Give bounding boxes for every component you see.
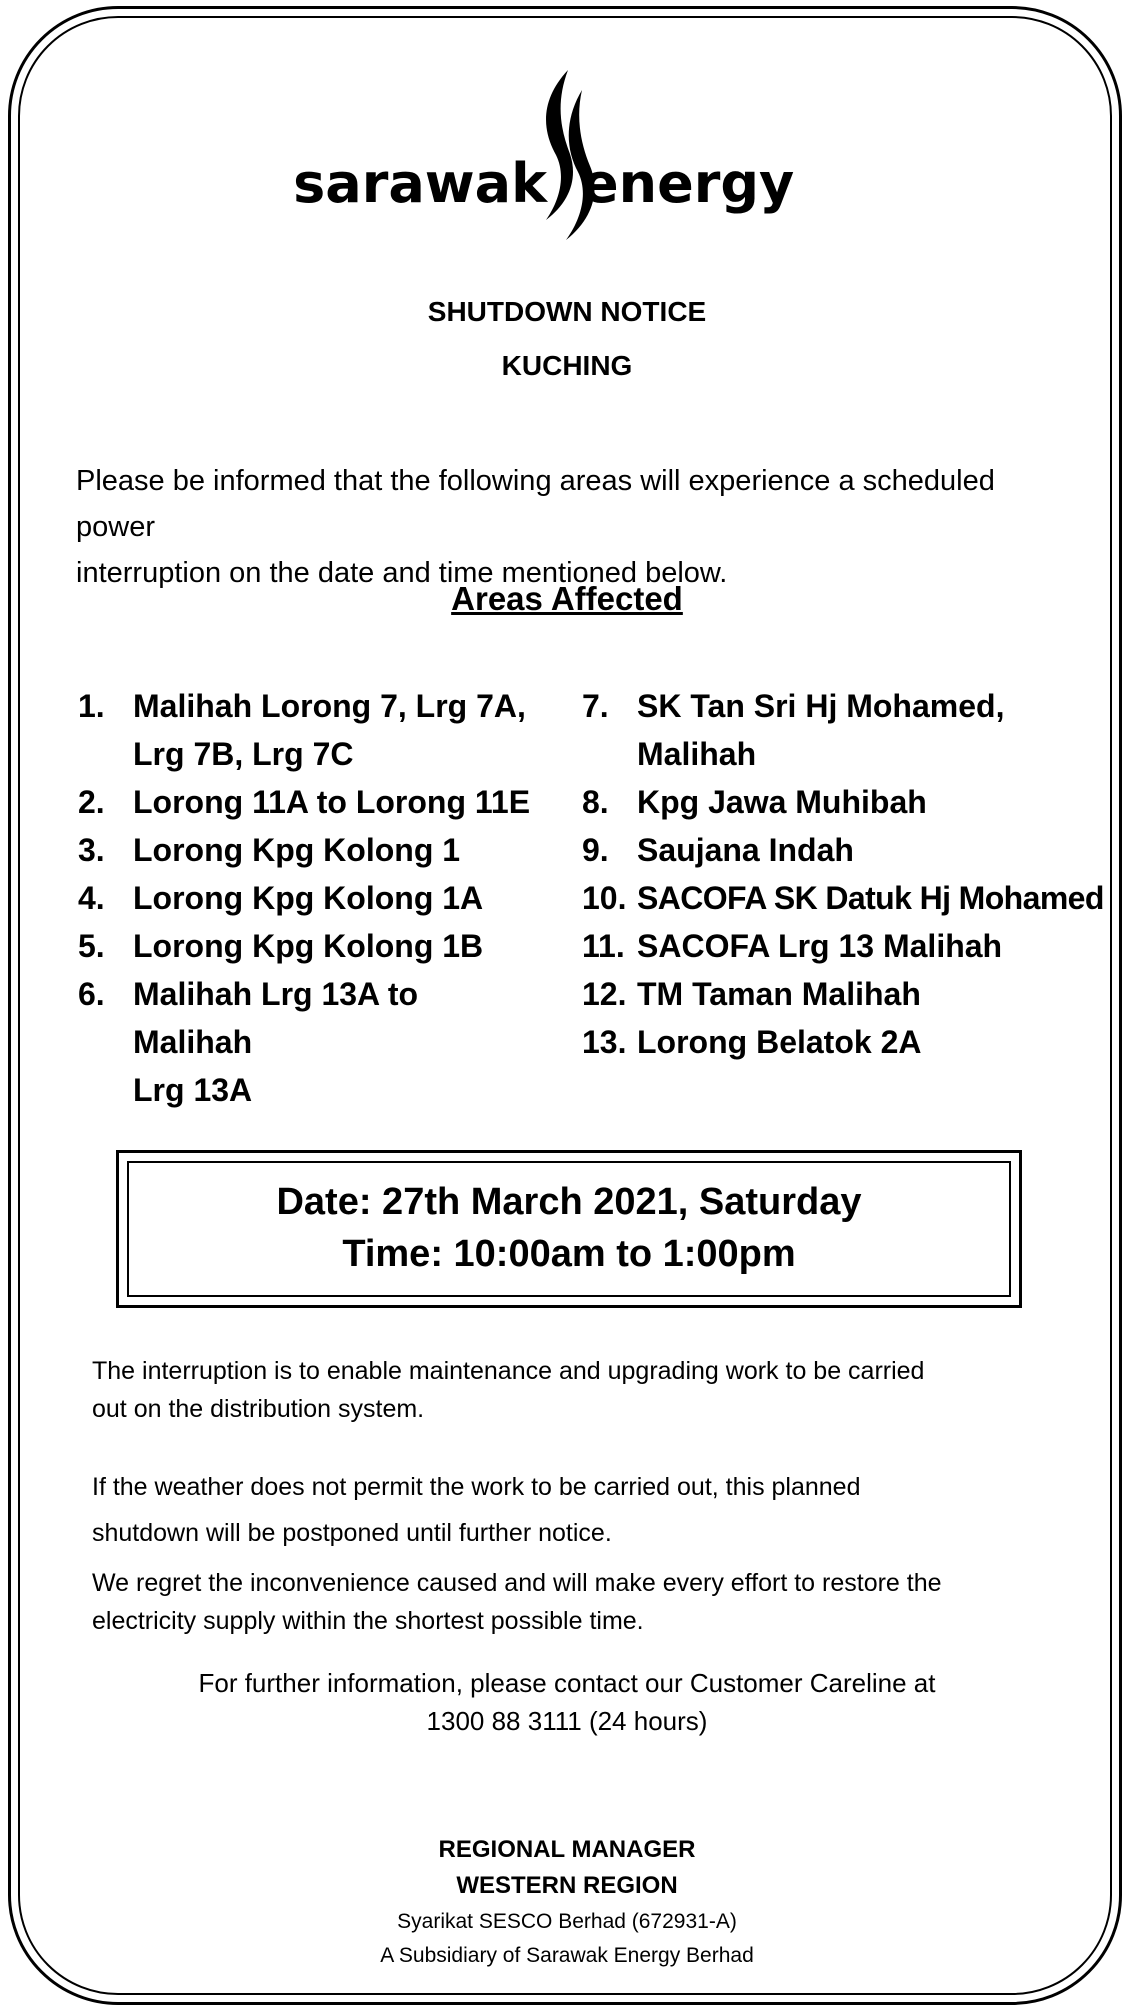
list-item <box>582 826 1082 874</box>
contact-info <box>0 1664 1134 1740</box>
list-item <box>78 922 538 970</box>
logo-word-right: energy <box>582 152 795 215</box>
item-text: SACOFA SK Datuk Hj Mohamed <box>637 880 1104 916</box>
item-number: 4. <box>78 880 105 916</box>
intro-text <box>76 458 1076 596</box>
notice-location: KUCHING <box>501 350 633 381</box>
paragraph-apology <box>92 1564 1062 1640</box>
item-line: Lrg 7B, Lrg 7C <box>133 736 354 772</box>
schedule-box <box>116 1150 1022 1308</box>
item-number: 7. <box>582 688 609 724</box>
item-text: Lorong Kpg Kolong 1A <box>133 880 484 916</box>
item-text <box>133 682 538 778</box>
item-text: Lorong 11A to Lorong 11E <box>133 784 531 820</box>
areas-list-right <box>582 682 1104 1066</box>
contact-line: For further information, please contact our Customer Careline at <box>198 1668 936 1698</box>
item-line: SK Tan Sri Hj Mohamed, <box>637 688 1005 724</box>
paragraph-line: out on the distribution system. <box>92 1395 425 1423</box>
paragraph-line: electricity supply within the shortest possible time. <box>92 1607 644 1635</box>
list-item <box>78 970 538 1114</box>
schedule-date: Date: 27th March 2021, Saturday <box>276 1181 862 1223</box>
item-line: Malihah Lorong 7, Lrg 7A, <box>133 688 526 724</box>
signature-title: REGIONAL MANAGER <box>438 1836 696 1863</box>
paragraph-maintenance <box>92 1352 1062 1428</box>
company-logo <box>0 70 1134 250</box>
notice-title: SHUTDOWN NOTICE <box>427 296 707 327</box>
schedule-time: Time: 10:00am to 1:00pm <box>342 1233 796 1275</box>
list-item <box>582 778 1082 826</box>
list-item <box>78 826 538 874</box>
areas-title: Areas Affected <box>451 580 683 617</box>
item-text: SACOFA Lrg 13 Malihah <box>637 928 1003 964</box>
item-number: 9. <box>582 832 609 868</box>
list-item <box>582 922 1082 970</box>
item-line: Malihah Lrg 13A to Malihah <box>133 976 419 1060</box>
item-text: TM Taman Malihah <box>637 976 921 1012</box>
item-number: 6. <box>78 976 105 1012</box>
list-item <box>582 874 1104 922</box>
list-item <box>582 682 1082 778</box>
contact-phone: 1300 88 3111 (24 hours) <box>426 1706 708 1736</box>
item-text: Lorong Kpg Kolong 1 <box>133 832 461 868</box>
item-number: 8. <box>582 784 609 820</box>
logo-word-left: sarawak <box>293 152 547 215</box>
list-item <box>78 682 538 778</box>
paragraph-line: We regret the inconvenience caused and will make every effort to restore the <box>92 1569 942 1597</box>
intro-line: Please be informed that the following areas will experience a scheduled power <box>76 465 995 543</box>
item-text <box>133 970 538 1114</box>
item-line: Malihah <box>637 736 757 772</box>
schedule-box-inner <box>127 1161 1011 1297</box>
item-number: 12. <box>582 976 627 1012</box>
item-text: Lorong Kpg Kolong 1B <box>133 928 484 964</box>
item-number: 1. <box>78 688 105 724</box>
list-item <box>582 1018 1082 1066</box>
item-number: 11. <box>582 928 625 964</box>
signature-subsidiary: A Subsidiary of Sarawak Energy Berhad <box>380 1944 754 1967</box>
list-item <box>78 778 538 826</box>
item-text <box>637 682 1082 778</box>
item-line: Lrg 13A <box>133 1072 253 1108</box>
signature-region: WESTERN REGION <box>456 1872 678 1899</box>
item-text: Kpg Jawa Muhibah <box>637 784 927 820</box>
item-number: 10. <box>582 880 627 916</box>
signature-company: Syarikat SESCO Berhad (672931-A) <box>397 1910 737 1933</box>
intro-line: interruption on the date and time mentioned below. <box>76 557 728 589</box>
item-number: 13. <box>582 1024 627 1060</box>
item-text: Saujana Indah <box>637 832 854 868</box>
list-item <box>78 874 538 922</box>
paragraph-line: If the weather does not permit the work to be carried out, this planned <box>92 1473 861 1501</box>
areas-list-left <box>78 682 538 1114</box>
paragraph-line: The interruption is to enable maintenance and upgrading work to be carried <box>92 1357 925 1385</box>
item-number: 2. <box>78 784 105 820</box>
item-text: Lorong Belatok 2A <box>637 1024 922 1060</box>
paragraph-weather <box>92 1464 1062 1556</box>
list-item <box>582 970 1082 1018</box>
item-number: 5. <box>78 928 105 964</box>
item-number: 3. <box>78 832 105 868</box>
paragraph-line: shutdown will be postponed until further notice. <box>92 1519 612 1547</box>
